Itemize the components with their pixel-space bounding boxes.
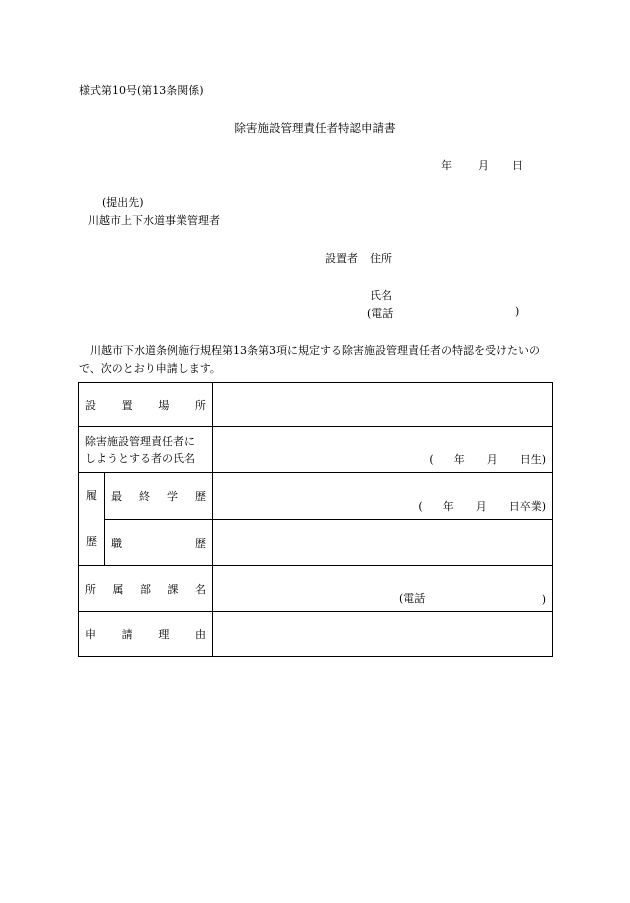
reason-label: 申 請 理 由 — [79, 612, 213, 657]
location-label: 設 置 場 所 — [79, 383, 213, 427]
work-label: 職 歴 — [105, 520, 213, 566]
date-year: 年 — [441, 159, 452, 172]
person-label: 除害施設管理責任者に しようとする者の氏名 — [79, 427, 213, 473]
row-location — [79, 383, 553, 427]
dept-tel-close: ) — [541, 593, 546, 606]
applicant-label: 設置者 — [325, 252, 358, 265]
row-department — [79, 566, 553, 612]
dept-tel-label: (電話 — [399, 592, 426, 605]
education-label: 最 終 学 歴 — [105, 473, 213, 520]
applicant-address-label: 住所 — [370, 252, 392, 265]
row-education — [79, 473, 553, 520]
body-text: 川越市下水道条例施行規程第13条第3項に規定する除害施設管理責任者の特認を受けたいので、次のとおり申請します。 — [79, 344, 540, 375]
recipient-name: 川越市上下水道事業管理者 — [88, 214, 220, 227]
department-label: 所 属 部 課 名 — [79, 566, 213, 612]
history-label: 履 歴 — [79, 473, 105, 566]
date-day: 日 — [512, 159, 523, 172]
person-field[interactable]: ( 年 月 日生) — [213, 427, 553, 473]
form-number: 様式第10号(第13条関係) — [79, 84, 204, 97]
applicant-tel-close: ) — [515, 305, 520, 318]
work-field[interactable] — [213, 520, 553, 566]
application-table — [78, 382, 553, 657]
applicant-tel-label: (電話 — [367, 307, 394, 320]
page-title: 除害施設管理責任者特認申請書 — [234, 121, 396, 135]
row-person — [79, 427, 553, 473]
row-work — [79, 520, 553, 566]
location-field[interactable] — [213, 383, 553, 427]
education-field[interactable]: ( 年 月 日卒業) — [213, 473, 553, 520]
reason-field[interactable] — [213, 612, 553, 657]
applicant-name-label: 氏名 — [370, 289, 392, 302]
department-field[interactable] — [213, 566, 553, 612]
recipient-label: (提出先) — [102, 196, 144, 209]
row-reason — [79, 612, 553, 657]
date-month: 月 — [478, 159, 489, 172]
